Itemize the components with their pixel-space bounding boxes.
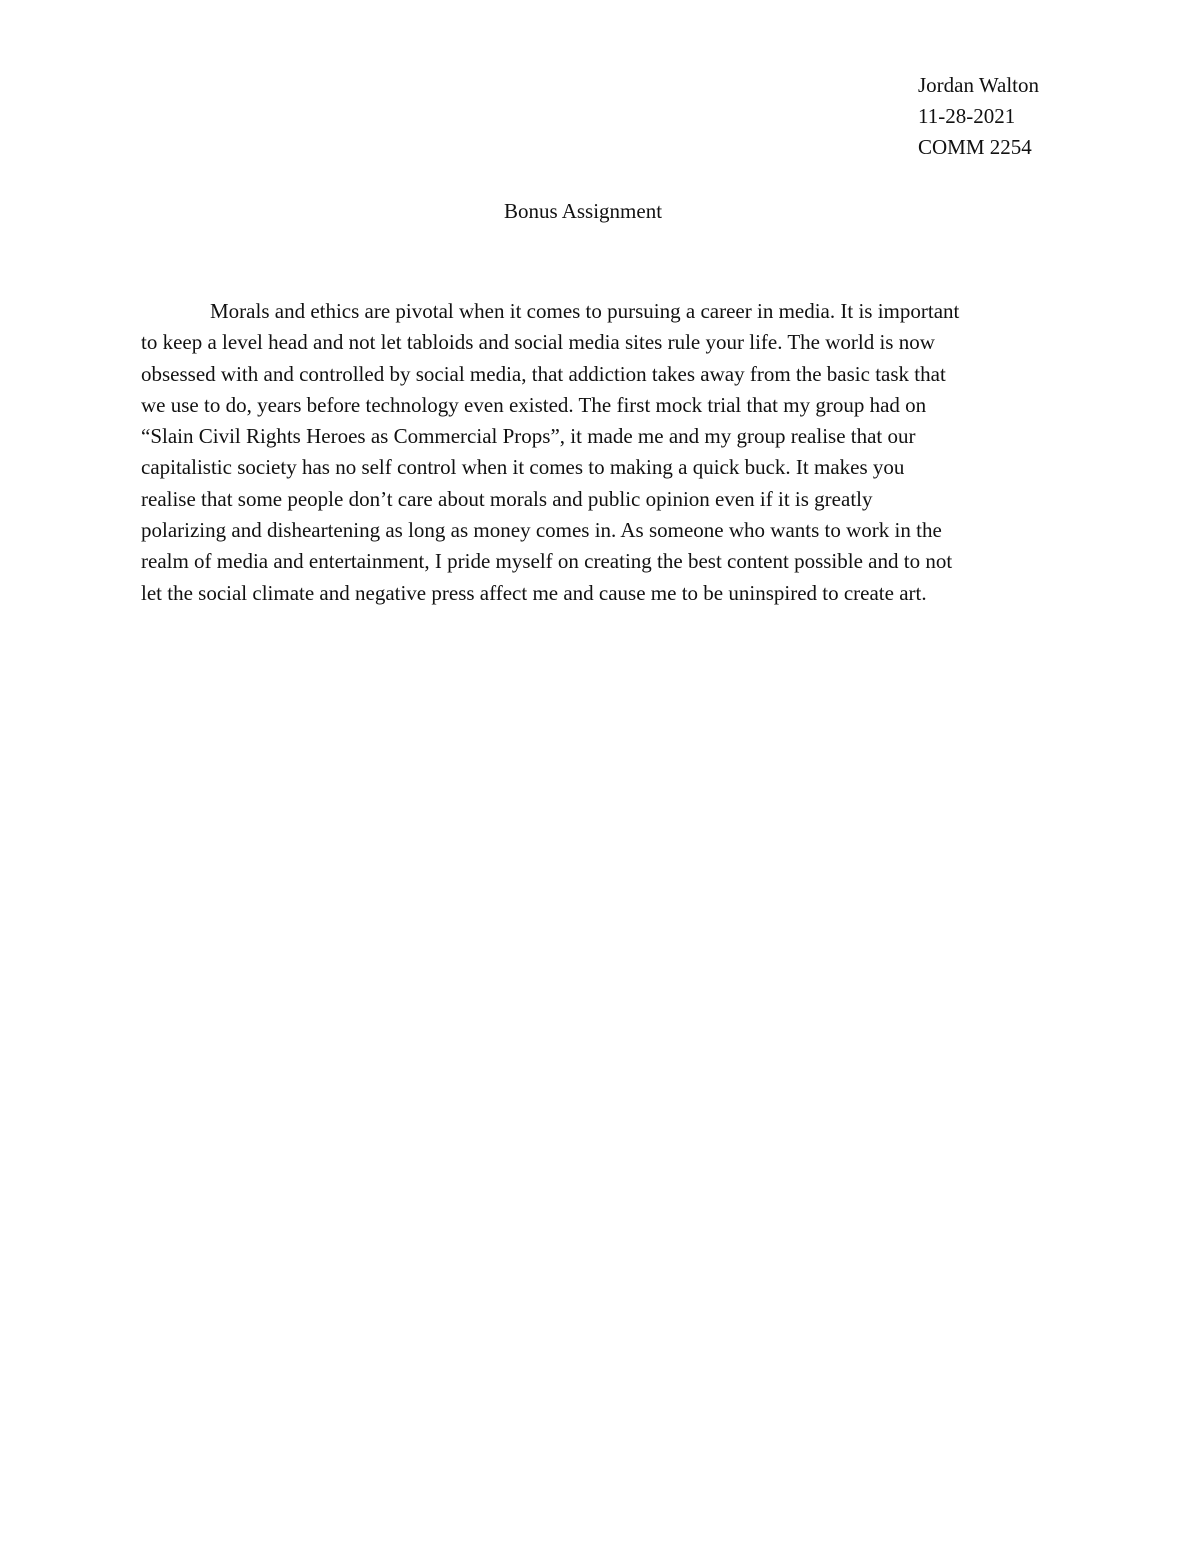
paragraph-line: obsessed with and controlled by social media, that addiction takes away from the basic task that	[141, 361, 946, 386]
paragraph-line: realm of media and entertainment, I pride myself on creating the best content possible and to not	[141, 549, 953, 574]
document-title: Bonus Assignment	[503, 199, 663, 223]
paragraph-line: we use to do, years before technology even existed. The first mock trial that my group had on	[141, 392, 927, 417]
paragraph-line: realise that some people don’t care about morals and public opinion even if it is greatly	[141, 486, 873, 511]
paragraph-line: Morals and ethics are pivotal when it comes to pursuing a career in media. It is important	[210, 299, 960, 323]
author-name: Jordan Walton	[918, 73, 1039, 97]
body-paragraph	[141, 296, 1053, 609]
course-code: COMM 2254	[918, 135, 1032, 159]
submission-date: 11-28-2021	[918, 104, 1016, 128]
author-header	[918, 70, 1039, 163]
paragraph-line: polarizing and disheartening as long as money comes in. As someone who wants to work in the	[141, 518, 942, 543]
paragraph-line: capitalistic society has no self control when it comes to making a quick buck. It makes you	[141, 455, 905, 480]
paragraph-line: to keep a level head and not let tabloids and social media sites rule your life. The world is now	[141, 330, 935, 355]
paragraph-line: “Slain Civil Rights Heroes as Commercial Props”, it made me and my group realise that our	[141, 424, 916, 449]
paragraph-line: let the social climate and negative press affect me and cause me to be uninspired to create art.	[141, 580, 927, 605]
